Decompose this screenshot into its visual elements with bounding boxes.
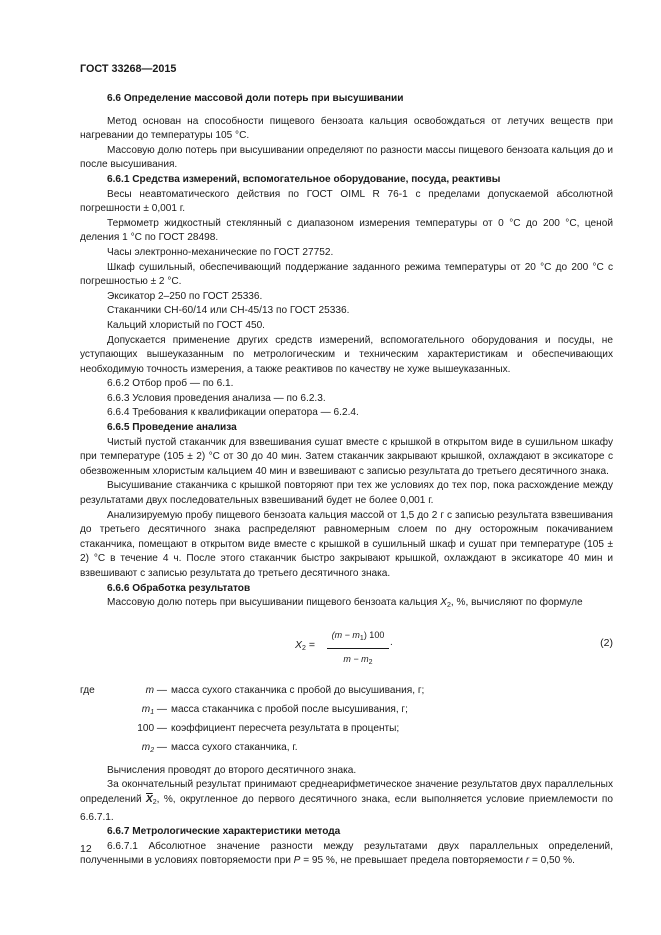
formula-lhs: $X_2$ =	[295, 638, 315, 652]
paragraph: Вычисления проводят до второго десятичного знака.	[107, 764, 357, 776]
fraction-denominator: $m - m_2$	[343, 654, 373, 667]
standard-code-header: ГОСТ 33268—2015	[80, 63, 177, 75]
variable-legend	[80, 684, 613, 760]
equipment-item: Часы электронно-механические по ГОСТ 27752.	[107, 246, 334, 258]
legend-row	[80, 684, 613, 703]
legend-text: масса сухого стаканчика с пробой до высушивания, г;	[171, 684, 425, 696]
legend-symbol: $m_2$ —	[141, 741, 167, 754]
legend-symbol: $m_1$ —	[141, 703, 167, 716]
formula-period: .	[390, 636, 393, 648]
fraction-numerator: $(m - m_1)$ 100	[327, 628, 389, 650]
equipment-item: Термометр жидкостный стеклянный с диапазоном измерения температуры от 0 °С до 200 °С, ценой деления 1 °С по ГОСТ 28498.	[80, 217, 613, 244]
legend-text: коэффициент пересчета результата в проценты;	[171, 722, 400, 734]
equation-number: (2)	[600, 636, 613, 649]
legend-symbol: m —	[145, 684, 167, 696]
section-heading-6-6: 6.6 Определение массовой доли потерь при высушивании	[107, 93, 404, 104]
formula-fraction	[327, 628, 389, 671]
equipment-item: Эксикатор 2–250 по ГОСТ 25336.	[107, 290, 263, 302]
procedure-step: Чистый пустой стаканчик для взвешивания сушат вместе с крышкой в открытом виде в сушильном шкафу при температуре (105 ± 2) °С от 30 до 40 мин. Затем стаканчик закрывают крышкой, охлаждают в эксикаторе с обезвоженным хлористым кальцием 40 мин и взвешивают с записью результата до третьего десятичного знака.	[80, 436, 613, 477]
equipment-item: Весы неавтоматического действия по ГОСТ OIML R 76-1 с пределами допускаемой абсолютной погрешности ± 0,001 г.	[80, 188, 613, 215]
document-body	[80, 92, 613, 869]
paragraph: Метод основан на способности пищевого бензоата кальция освобождаться от летучих веществ при нагревании до температуры 105 °С.	[80, 115, 613, 142]
legend-row	[80, 741, 613, 760]
procedure-step: Анализируемую пробу пищевого бензоата кальция массой от 1,5 до 2 г с записью результата взвешивания до третьего десятичного знака распределяют равномерным слоем по дну осторожным покачиванием стаканчика, помещают в открытом виде вместе с крышкой в сушильный шкаф и сушат при температуре (105 ± 2) °С в течение 4 ч. После этого стаканчик быстро закрывают крышкой, охлаждают в эксикаторе 40 мин и взвешивают с записью результата до третьего десятичного знака.	[80, 509, 613, 579]
legend-text: масса сухого стаканчика, г.	[171, 741, 298, 753]
legend-row	[80, 703, 613, 722]
final-result-paragraph: За окончательный результат принимают среднеарифметическое значение результатов двух параллельных определений $\overline{X}_2$, %, округленное до первого десятичного знака, если выполняется условие приемлемости по 6.6.7.1.	[80, 779, 613, 823]
reference-clause: 6.6.3 Условия проведения анализа — по 6.2.3.	[107, 392, 326, 404]
legend-symbol: 100 —	[137, 722, 167, 734]
section-heading-6-6-5: 6.6.5 Проведение анализа	[107, 422, 237, 434]
formula-2	[80, 620, 613, 672]
page-number: 12	[80, 843, 92, 855]
equipment-item: Стаканчики СН-60/14 или СН-45/13 по ГОСТ 25336.	[107, 305, 350, 317]
equipment-item: Шкаф сушильный, обеспечивающий поддержание заданного режима температуры от 20 °С до 200 °С с погрешностью ± 2 °С.	[80, 261, 613, 288]
legend-row	[80, 722, 613, 741]
clause-6-6-7-1: 6.6.7.1 Абсолютное значение разности между результатами двух параллельных определений, полученными в условиях повторяемости при P = 95 %, не превышает предела повторяемости r = 0,50 %.	[80, 840, 613, 867]
formula-lead-paragraph: Массовую долю потерь при высушивании пищевого бензоата кальция $X_2$, %, вычисляют по формуле	[107, 597, 583, 610]
section-heading-6-6-7: 6.6.7 Метрологические характеристики метода	[107, 826, 341, 838]
equipment-item: Кальций хлористый по ГОСТ 450.	[107, 319, 265, 331]
reference-clause: 6.6.4 Требования к квалификации оператора — 6.2.4.	[107, 407, 359, 419]
section-heading-6-6-1: 6.6.1 Средства измерений, вспомогательное оборудование, посуда, реактивы	[107, 173, 501, 185]
legend-label: где	[80, 684, 95, 696]
paragraph: Массовую долю потерь при высушивании определяют по разности массы пищевого бензоата кальция до и после высушивания.	[80, 144, 613, 171]
procedure-step: Высушивание стаканчика с крышкой повторяют при тех же условиях до тех пор, пока расхождение между результатами двух последовательных взвешиваний будет не более 0,001 г.	[80, 480, 613, 507]
legend-text: масса стаканчика с пробой после высушивания, г;	[171, 703, 408, 715]
reference-clause: 6.6.2 Отбор проб — по 6.1.	[107, 378, 234, 390]
equipment-item: Допускается применение других средств измерений, вспомогательного оборудования и посуды, не уступающих вышеуказанным по метрологическим и техническим характеристикам и обеспечивающих необходимую точность измерения, а также реактивов по качеству не хуже вышеуказанных.	[80, 334, 613, 375]
section-heading-6-6-6: 6.6.6 Обработка результатов	[107, 582, 251, 594]
